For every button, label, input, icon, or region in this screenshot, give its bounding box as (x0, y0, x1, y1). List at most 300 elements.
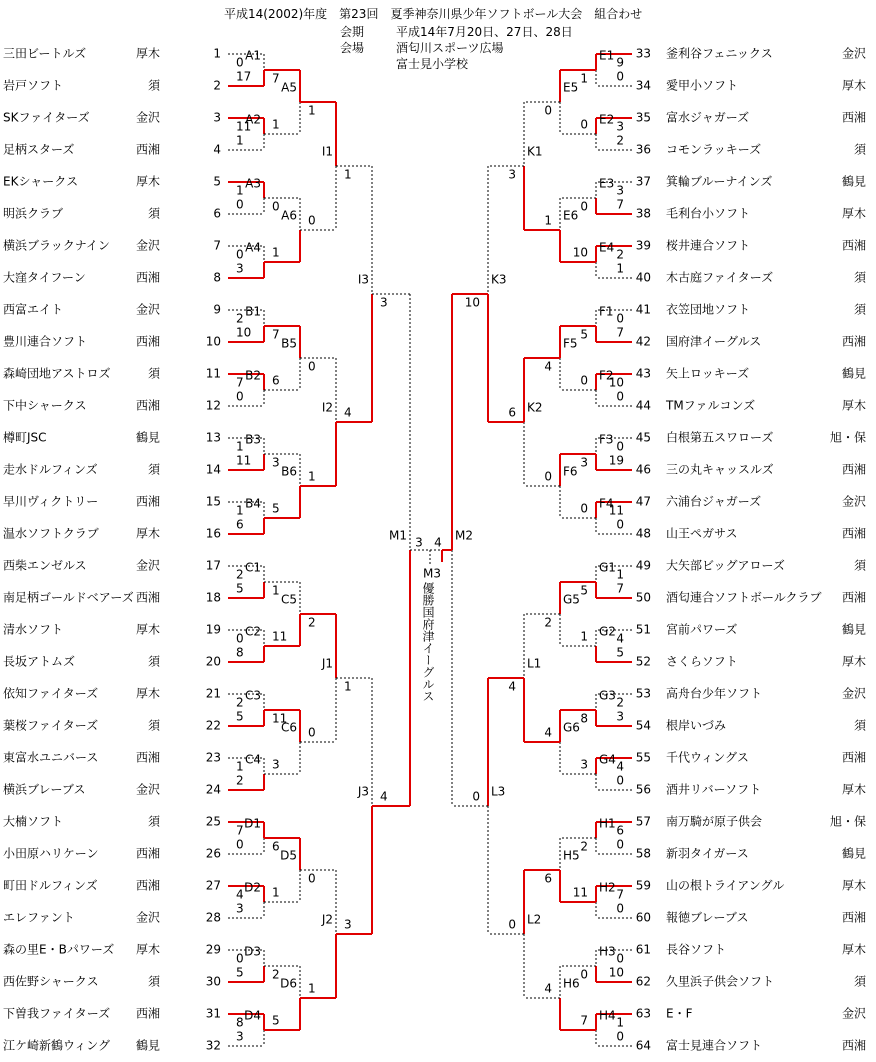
score: 7 (236, 375, 244, 390)
score: 1 (308, 981, 316, 996)
match-label: K2 (527, 400, 543, 415)
team-number: 11 (205, 366, 221, 381)
team-number: 21 (205, 686, 221, 701)
team-region: 金沢 (135, 782, 160, 797)
team-region: 金沢 (841, 46, 866, 61)
score: 5 (236, 581, 244, 596)
score: 1 (308, 469, 316, 484)
score: 6 (544, 871, 552, 886)
score: 1 (236, 183, 244, 198)
match-label: K1 (527, 144, 543, 159)
team-number: 17 (205, 558, 221, 573)
score: 8 (236, 645, 244, 660)
match-label: H1 (599, 816, 616, 831)
team-name: 酒井リバーソフト (666, 782, 762, 797)
team-region: 厚木 (841, 878, 866, 893)
team-number: 48 (635, 526, 651, 541)
team-name: 温水ソフトクラブ (3, 526, 99, 541)
team-name: TMファルコンズ (666, 398, 756, 413)
team-number: 54 (635, 718, 651, 733)
score: 0 (308, 359, 316, 374)
team-region: 鶴見 (135, 1038, 160, 1053)
score: 1 (344, 679, 352, 694)
team-region: 須 (853, 142, 866, 157)
score: 0 (236, 55, 244, 70)
match-label: F2 (599, 368, 614, 383)
team-region: 西湘 (135, 494, 160, 509)
team-name: 南万騎が原子供会 (666, 814, 763, 829)
score: 2 (616, 247, 624, 262)
match-label: A2 (245, 112, 261, 127)
team-number: 25 (205, 814, 221, 829)
team-region: 西湘 (135, 846, 160, 861)
score: 0 (308, 871, 316, 886)
team-number: 18 (205, 590, 221, 605)
score: 6 (508, 405, 516, 420)
team-name: 下曽我ファイターズ (3, 1006, 111, 1021)
team-name: 白根第五スワローズ (666, 430, 774, 445)
match-label: E1 (599, 48, 615, 63)
team-name: 町田ドルフィンズ (3, 878, 98, 893)
team-name: 長坂アトムズ (3, 654, 76, 669)
team-name: 大窪タイフーン (3, 270, 86, 285)
team-number: 64 (635, 1038, 651, 1053)
team-number: 12 (205, 398, 221, 413)
match-label: E6 (563, 208, 579, 223)
score: 1 (236, 503, 244, 518)
team-name: 西佐野シャークス (3, 974, 99, 989)
team-number: 41 (635, 302, 651, 317)
score: 1 (236, 759, 244, 774)
team-region: 厚木 (841, 654, 866, 669)
team-name: 愛甲小ソフト (666, 78, 739, 93)
score: 11 (608, 503, 624, 518)
team-region: 鶴見 (841, 846, 866, 861)
score: 0 (580, 501, 588, 516)
team-number: 15 (205, 494, 221, 509)
match-label: A6 (281, 208, 297, 223)
match-label: B2 (245, 368, 261, 383)
score: 6 (616, 823, 624, 838)
match-label: J2 (321, 912, 333, 927)
team-region: 金沢 (841, 1006, 866, 1021)
team-region: 西湘 (841, 462, 866, 477)
team-region: 西湘 (135, 1006, 160, 1021)
match-label: D6 (280, 976, 297, 991)
score: 0 (508, 917, 516, 932)
team-name: 木古庭ファイターズ (666, 270, 774, 285)
team-region: 厚木 (135, 622, 160, 637)
match-label: F3 (599, 432, 614, 447)
score: 0 (580, 117, 588, 132)
team-region: 厚木 (841, 78, 866, 93)
team-region: 須 (853, 302, 866, 317)
score: 11 (236, 453, 252, 468)
match-label: K3 (491, 272, 507, 287)
team-name: 小田原ハリケーン (3, 846, 99, 861)
team-name: 岩戸ソフト (3, 78, 64, 93)
score: 0 (236, 951, 244, 966)
score: 0 (236, 197, 244, 212)
score: 5 (616, 645, 624, 660)
team-region: 須 (853, 974, 866, 989)
score: 4 (544, 359, 552, 374)
team-name: 山王ペガサス (666, 526, 738, 541)
match-label: H5 (563, 848, 580, 863)
score: 19 (608, 453, 624, 468)
team-name: さくらソフト (666, 654, 738, 669)
team-name: EKシャークス (3, 174, 79, 189)
match-label: J3 (357, 784, 369, 799)
team-number: 45 (635, 430, 651, 445)
score: 5 (272, 501, 280, 516)
team-number: 19 (205, 622, 221, 637)
score: 7 (616, 887, 624, 902)
team-name: 毛利台小ソフト (666, 206, 751, 221)
team-number: 35 (635, 110, 651, 125)
team-number: 38 (635, 206, 651, 221)
match-label: B3 (245, 432, 261, 447)
venue-2: 富士見小学校 (396, 57, 469, 71)
team-number: 4 (213, 142, 221, 157)
score: 2 (616, 133, 624, 148)
match-label: E5 (563, 80, 579, 95)
team-number: 53 (635, 686, 651, 701)
team-region: 金沢 (135, 238, 160, 253)
score: 0 (472, 789, 480, 804)
team-region: 鶴見 (841, 174, 866, 189)
team-number: 5 (213, 174, 221, 189)
score: 0 (544, 469, 552, 484)
match-label: A4 (245, 240, 261, 255)
score: 4 (616, 759, 624, 774)
score: 3 (272, 757, 280, 772)
team-name: 新羽タイガース (666, 846, 749, 861)
score: 6 (272, 839, 280, 854)
team-region: 西湘 (135, 142, 160, 157)
score: 10 (572, 245, 588, 260)
score: 0 (616, 773, 624, 788)
score: 2 (544, 615, 552, 630)
team-number: 29 (205, 942, 221, 957)
team-name: 富士見連合ソフト (666, 1038, 763, 1053)
team-region: 鶴見 (135, 430, 160, 445)
team-number: 40 (635, 270, 651, 285)
score: 5 (580, 583, 588, 598)
team-region: 金沢 (135, 910, 160, 925)
team-number: 56 (635, 782, 651, 797)
match-label: L2 (527, 912, 542, 927)
score: 10 (464, 295, 480, 310)
team-name: 六浦台ジャガーズ (666, 494, 762, 509)
match-label: E3 (599, 176, 615, 191)
team-region: 厚木 (841, 398, 866, 413)
score: 7 (616, 325, 624, 340)
score: 3 (508, 167, 516, 182)
score: 0 (236, 247, 244, 262)
score: 2 (272, 967, 280, 982)
score: 4 (380, 789, 388, 804)
team-number: 51 (635, 622, 651, 637)
score: 1 (580, 629, 588, 644)
team-region: 須 (147, 462, 160, 477)
score: 10 (608, 965, 624, 980)
team-region: 西湘 (135, 270, 160, 285)
team-name: 衣笠団地ソフト (666, 302, 751, 317)
team-region: 須 (147, 814, 160, 829)
score: 0 (616, 837, 624, 852)
score: 1 (544, 213, 552, 228)
match-label: M1 (389, 528, 407, 543)
team-region: 西湘 (841, 590, 866, 605)
score: 7 (580, 1013, 588, 1028)
team-number: 36 (635, 142, 651, 157)
team-number: 57 (635, 814, 651, 829)
team-number: 13 (205, 430, 221, 445)
score: 3 (380, 295, 388, 310)
match-label: I1 (321, 144, 333, 159)
score: 5 (272, 1013, 280, 1028)
team-region: 須 (147, 78, 160, 93)
score: 0 (272, 199, 280, 214)
score: 4 (344, 405, 352, 420)
team-region: 金沢 (135, 302, 160, 317)
team-name: 矢上ロッキーズ (666, 366, 750, 381)
match-label: C1 (244, 560, 261, 575)
team-number: 59 (635, 878, 651, 893)
score: 0 (616, 439, 624, 454)
team-number: 60 (635, 910, 651, 925)
team-region: 厚木 (135, 46, 160, 61)
team-region: 鶴見 (841, 366, 866, 381)
team-number: 32 (205, 1038, 221, 1053)
match-label: H6 (563, 976, 580, 991)
team-number: 42 (635, 334, 651, 349)
team-region: 西湘 (841, 910, 866, 925)
venue-1: 酒匂川スポーツ広場 (396, 41, 504, 55)
team-name: 西富エイト (3, 302, 64, 317)
score: 0 (544, 103, 552, 118)
score: 1 (272, 583, 280, 598)
score: 4 (544, 725, 552, 740)
score: 0 (236, 389, 244, 404)
match-label: M2 (455, 528, 473, 543)
score: 7 (272, 327, 280, 342)
team-number: 43 (635, 366, 651, 381)
team-number: 34 (635, 78, 651, 93)
team-number: 6 (213, 206, 221, 221)
team-region: 西湘 (841, 750, 866, 765)
score: 4 (508, 679, 516, 694)
team-region: 須 (147, 974, 160, 989)
team-name: 三の丸キャッスルズ (666, 462, 774, 477)
team-name: 大楠ソフト (3, 814, 64, 829)
team-name: 江ケ崎新鶴ウィング (3, 1038, 111, 1053)
score: 10 (608, 375, 624, 390)
team-number: 27 (205, 878, 221, 893)
match-label: H3 (599, 944, 616, 959)
score: 1 (272, 245, 280, 260)
team-number: 3 (213, 110, 221, 125)
score: 17 (236, 69, 252, 84)
team-number: 47 (635, 494, 651, 509)
team-name: 南足柄ゴールドベアーズ (3, 590, 134, 605)
team-number: 49 (635, 558, 651, 573)
team-region: 厚木 (841, 782, 866, 797)
match-label: G1 (599, 560, 616, 575)
score: 3 (616, 119, 624, 134)
team-number: 2 (213, 78, 221, 93)
team-name: 千代ウィングス (666, 750, 749, 765)
team-name: 西柴エンゼルス (3, 558, 87, 573)
team-region: 須 (147, 718, 160, 733)
score: 1 (236, 133, 244, 148)
score: 0 (616, 311, 624, 326)
team-name: 横浜ブレーブス (3, 782, 86, 797)
match-label: B4 (245, 496, 261, 511)
match-label: G6 (563, 720, 580, 735)
match-label: A5 (281, 80, 297, 95)
team-name: 樽町JSC (3, 430, 47, 445)
score: 0 (616, 69, 624, 84)
team-name: 桜井連合ソフト (666, 238, 751, 253)
match-label: C5 (280, 592, 297, 607)
team-region: 西湘 (135, 590, 160, 605)
team-number: 7 (213, 238, 221, 253)
team-number: 1 (213, 46, 221, 61)
team-name: 宮前パワーズ (666, 622, 738, 637)
score: 11 (572, 885, 588, 900)
team-name: 豊川連合ソフト (3, 334, 88, 349)
score: 4 (544, 981, 552, 996)
team-region: 金沢 (841, 686, 866, 701)
score: 7 (616, 197, 624, 212)
match-label: I2 (321, 400, 333, 415)
score: 3 (616, 183, 624, 198)
score: 1 (272, 885, 280, 900)
team-number: 23 (205, 750, 221, 765)
match-label: B6 (281, 464, 297, 479)
team-name: E・F (666, 1006, 693, 1021)
team-number: 61 (635, 942, 651, 957)
team-region: 西湘 (135, 878, 160, 893)
team-region: 西湘 (135, 334, 160, 349)
team-region: 西湘 (841, 238, 866, 253)
score: 1 (616, 567, 624, 582)
score: 0 (236, 631, 244, 646)
page-title: 平成14(2002)年度 第23回 夏季神奈川県少年ソフトボール大会 組合わせ (224, 7, 643, 21)
team-name: 横浜ブラックナイン (3, 238, 110, 253)
match-label: C4 (244, 752, 261, 767)
team-region: 厚木 (135, 174, 160, 189)
team-name: 山の根トライアングル (666, 878, 785, 893)
score: 3 (236, 261, 244, 276)
score: 4 (434, 535, 442, 550)
team-region: 金沢 (841, 494, 866, 509)
team-region: 須 (147, 366, 160, 381)
score: 0 (616, 1029, 624, 1044)
team-name: 走水ドルフィンズ (3, 462, 98, 477)
score: 5 (580, 327, 588, 342)
team-region: 西湘 (841, 110, 866, 125)
match-label: G5 (563, 592, 580, 607)
score: 0 (308, 725, 316, 740)
champion-label: 優勝国府津イーグルス (421, 582, 435, 702)
match-label: C6 (280, 720, 297, 735)
team-region: 厚木 (135, 686, 160, 701)
team-region: 須 (853, 270, 866, 285)
team-number: 50 (635, 590, 651, 605)
score: 0 (580, 967, 588, 982)
score: 11 (236, 119, 252, 134)
team-name: 高舟台少年ソフト (666, 686, 763, 701)
score: 0 (616, 901, 624, 916)
score: 0 (580, 199, 588, 214)
match-label: J1 (321, 656, 333, 671)
score: 3 (344, 917, 352, 932)
team-region: 厚木 (135, 942, 160, 957)
match-label: E2 (599, 112, 615, 127)
score: 1 (272, 117, 280, 132)
score: 4 (236, 887, 244, 902)
team-name: 報徳ブレーブス (666, 910, 749, 925)
team-region: 西湘 (841, 1038, 866, 1053)
team-number: 58 (635, 846, 651, 861)
team-region: 旭・保 (829, 430, 866, 445)
score: 2 (616, 695, 624, 710)
match-label: H2 (599, 880, 616, 895)
team-number: 16 (205, 526, 221, 541)
team-region: 鶴見 (841, 622, 866, 637)
team-name: 足柄スターズ (3, 142, 75, 157)
score: 4 (616, 631, 624, 646)
team-region: 金沢 (135, 110, 160, 125)
score: 2 (236, 567, 244, 582)
team-name: 大矢部ビッグアローズ (666, 558, 785, 573)
team-region: 金沢 (135, 558, 160, 573)
team-number: 8 (213, 270, 221, 285)
team-region: 厚木 (841, 942, 866, 957)
team-name: SKファイターズ (3, 110, 90, 125)
score: 0 (616, 517, 624, 532)
team-region: 西湘 (135, 750, 160, 765)
team-name: 早川ヴィクトリー (3, 494, 99, 509)
score: 1 (236, 439, 244, 454)
score: 5 (236, 965, 244, 980)
match-label: F4 (599, 496, 614, 511)
team-region: 須 (853, 558, 866, 573)
team-number: 46 (635, 462, 651, 477)
team-name: コモンラッキーズ (666, 142, 762, 157)
team-number: 20 (205, 654, 221, 669)
match-label: G3 (599, 688, 616, 703)
score: 2 (236, 773, 244, 788)
match-label: D1 (244, 816, 261, 831)
team-name: エレファント (3, 910, 75, 925)
score: 5 (236, 709, 244, 724)
score: 3 (580, 455, 588, 470)
team-name: 三田ビートルズ (3, 46, 87, 61)
team-name: 葉桜ファイターズ (3, 718, 99, 733)
team-number: 10 (205, 334, 221, 349)
match-label: H4 (599, 1008, 616, 1023)
match-label: D2 (244, 880, 261, 895)
score: 7 (272, 71, 280, 86)
match-label: I3 (357, 272, 369, 287)
team-number: 9 (213, 302, 221, 317)
score: 2 (236, 311, 244, 326)
team-number: 39 (635, 238, 651, 253)
